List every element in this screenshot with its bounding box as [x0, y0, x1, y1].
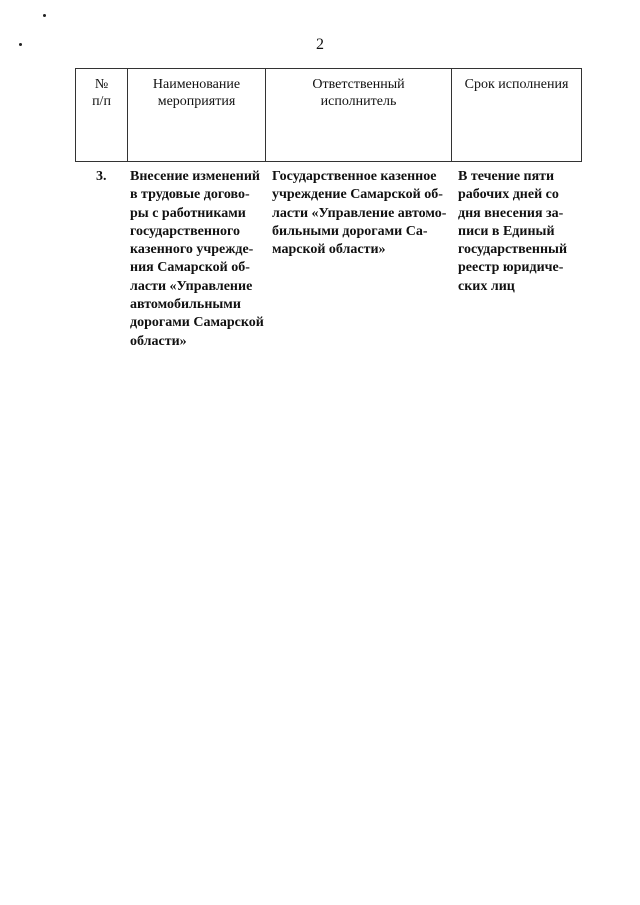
row-name: Внесение изменений в трудовые догово- ры с работниками государственного казенного учрежде- ния Самарской об- ласти «Управление автомобильными дорогами Самарской области» — [130, 169, 264, 349]
header-number: № п/п — [76, 69, 128, 162]
scan-speck-top — [43, 14, 46, 17]
header-term: Срок исполнения — [452, 69, 582, 162]
header-name: Наименование мероприятия — [128, 69, 266, 162]
row-responsible: Государственное казенное учреждение Самарской об- ласти «Управление автомо- бильными дорогами Са- марской области» — [272, 169, 447, 258]
row-number: 3. — [96, 169, 107, 184]
table-header — [75, 68, 582, 162]
header-responsible: Ответственный исполнитель — [266, 69, 452, 162]
row-term: В течение пяти рабочих дней со дня внесения за- писи в Единый государственный реестр юридиче- ских лиц — [458, 169, 568, 294]
page-number: 2 — [316, 36, 324, 53]
